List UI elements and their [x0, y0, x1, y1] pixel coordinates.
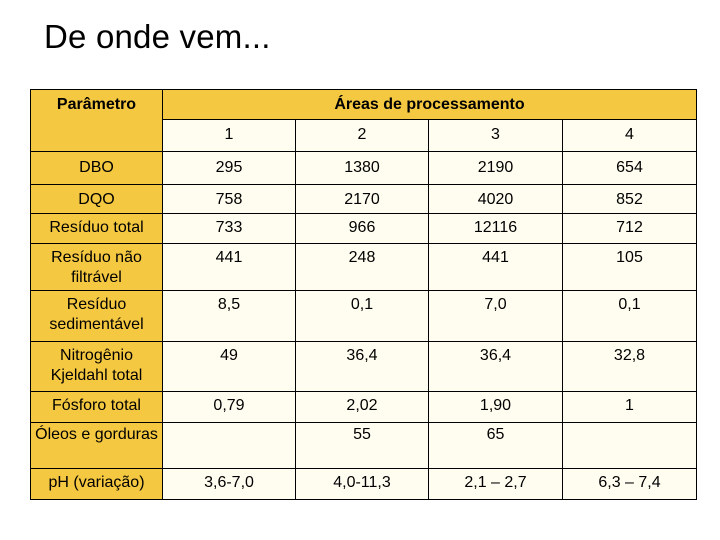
table-cell: 4,0-11,3 [296, 469, 429, 500]
table-cell: 36,4 [429, 342, 563, 392]
table-cell: 0,1 [296, 291, 429, 342]
table-cell: 4020 [429, 185, 563, 214]
table-cell: 36,4 [296, 342, 429, 392]
table-row [31, 152, 697, 185]
table-row [31, 469, 697, 500]
row-label: Resíduo total [31, 214, 163, 244]
table-cell: 2190 [429, 152, 563, 185]
table-row [31, 291, 697, 342]
table-cell: 105 [563, 244, 697, 291]
table-cell: 12116 [429, 214, 563, 244]
table-cell: 758 [163, 185, 296, 214]
table-cell: 32,8 [563, 342, 697, 392]
table-row [31, 342, 697, 392]
table-row [31, 214, 697, 244]
table-cell: 248 [296, 244, 429, 291]
table-cell [163, 423, 296, 469]
table-cell: 65 [429, 423, 563, 469]
table-cell: 712 [563, 214, 697, 244]
table-row [31, 392, 697, 423]
table-cell: 966 [296, 214, 429, 244]
table-cell: 295 [163, 152, 296, 185]
table-cell: 49 [163, 342, 296, 392]
table-cell: 8,5 [163, 291, 296, 342]
table-row [31, 185, 697, 214]
table-cell: 3,6-7,0 [163, 469, 296, 500]
table-cell: 2,1 – 2,7 [429, 469, 563, 500]
row-label: DQO [31, 185, 163, 214]
table-cell: 441 [163, 244, 296, 291]
header-param: Parâmetro [31, 90, 163, 152]
area-number: 3 [429, 120, 563, 152]
row-label: Resíduo sedimentável [31, 291, 163, 342]
table-row [31, 423, 697, 469]
row-label: Nitrogênio Kjeldahl total [31, 342, 163, 392]
row-label: Fósforo total [31, 392, 163, 423]
table-cell: 1,90 [429, 392, 563, 423]
header-areas: Áreas de processamento [163, 90, 697, 120]
table-cell: 2170 [296, 185, 429, 214]
table-header-row [31, 90, 697, 120]
row-label: DBO [31, 152, 163, 185]
area-number: 4 [563, 120, 697, 152]
table-cell: 441 [429, 244, 563, 291]
row-label: pH (variação) [31, 469, 163, 500]
table-row [31, 244, 697, 291]
area-number: 1 [163, 120, 296, 152]
table-cell: 1380 [296, 152, 429, 185]
table-cell: 55 [296, 423, 429, 469]
page-title: De onde vem... [44, 18, 271, 55]
parameters-table [30, 89, 697, 500]
table-cell: 654 [563, 152, 697, 185]
table-cell: 1 [563, 392, 697, 423]
table-cell [563, 423, 697, 469]
table-cell: 852 [563, 185, 697, 214]
table-cell: 2,02 [296, 392, 429, 423]
table-cell: 0,1 [563, 291, 697, 342]
row-label: Óleos e gorduras [31, 423, 163, 469]
row-label: Resíduo não filtrável [31, 244, 163, 291]
area-number: 2 [296, 120, 429, 152]
table-cell: 0,79 [163, 392, 296, 423]
table-cell: 733 [163, 214, 296, 244]
table-cell: 7,0 [429, 291, 563, 342]
table-cell: 6,3 – 7,4 [563, 469, 697, 500]
